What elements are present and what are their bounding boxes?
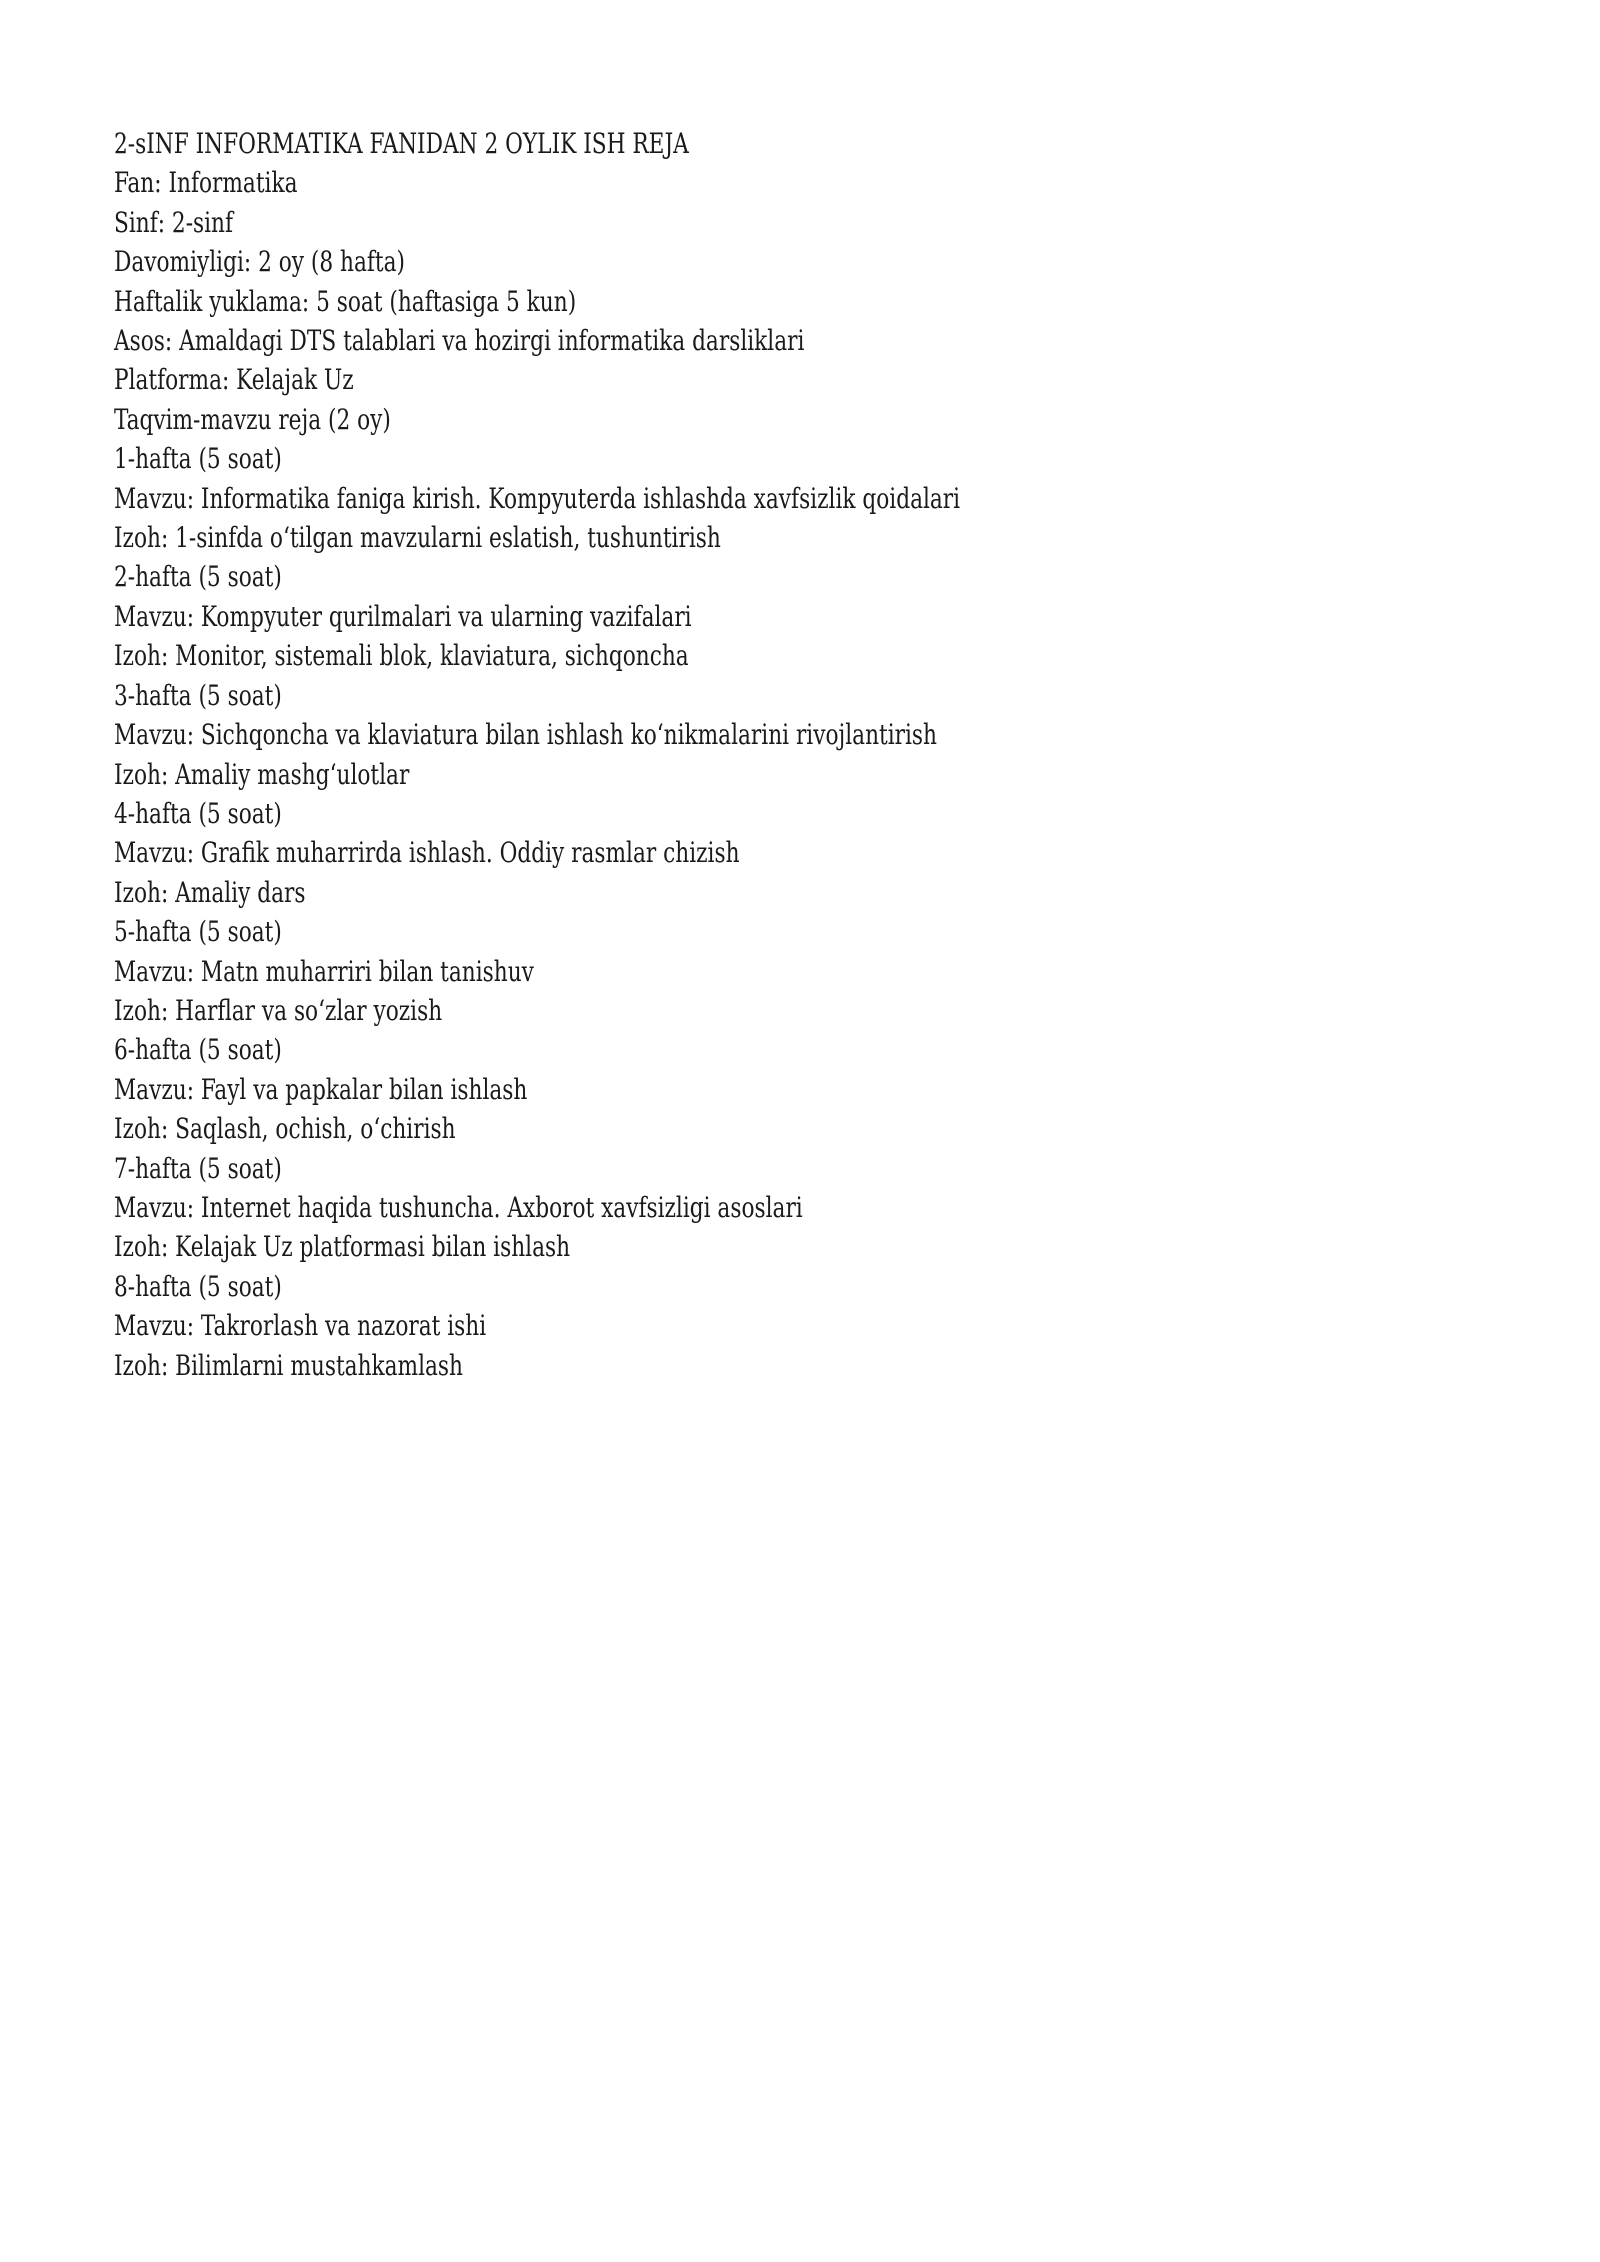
week-topic: Mavzu: Matn muharriri bilan tanishuv	[114, 954, 534, 988]
document-meta	[114, 163, 1514, 439]
week-block	[114, 912, 1514, 1030]
week-block	[114, 794, 1514, 912]
week-note: Izoh: 1-sinfda oʻtilgan mavzularni eslatish, tushuntirish	[114, 521, 721, 555]
meta-subject: Fan: Informatika	[114, 166, 298, 200]
meta-grade: Sinf: 2-sinf	[114, 205, 234, 239]
schedule-heading: Taqvim-mavzu reja (2 oy)	[114, 402, 391, 436]
week-heading: 1-hafta (5 soat)	[114, 442, 282, 476]
week-note: Izoh: Amaliy dars	[114, 875, 306, 909]
week-heading: 8-hafta (5 soat)	[114, 1269, 282, 1303]
week-note: Izoh: Amaliy mashgʻulotlar	[114, 757, 410, 791]
week-topic: Mavzu: Internet haqida tushuncha. Axborot xavfsizligi asoslari	[114, 1190, 803, 1224]
week-block	[114, 676, 1514, 794]
document-page	[114, 124, 1514, 1385]
week-block	[114, 1149, 1514, 1267]
week-topic: Mavzu: Grafik muharrirda ishlash. Oddiy rasmlar chizish	[114, 836, 740, 870]
week-topic: Mavzu: Kompyuter qurilmalari va ularning vazifalari	[114, 599, 692, 633]
meta-weekly-load: Haftalik yuklama: 5 soat (haftasiga 5 kun)	[114, 284, 577, 318]
week-note: Izoh: Bilimlarni mustahkamlash	[114, 1348, 463, 1382]
week-heading: 5-hafta (5 soat)	[114, 915, 282, 949]
meta-basis: Asos: Amaldagi DTS talablari va hozirgi informatika darsliklari	[114, 324, 805, 358]
week-note: Izoh: Kelajak Uz platformasi bilan ishlash	[114, 1230, 571, 1264]
document-title: 2-sINF INFORMATIKA FANIDAN 2 OYLIK ISH REJA	[114, 127, 689, 160]
week-heading: 4-hafta (5 soat)	[114, 796, 282, 830]
week-block	[114, 1267, 1514, 1385]
week-block	[114, 439, 1514, 557]
meta-platform: Platforma: Kelajak Uz	[114, 363, 354, 397]
week-heading: 6-hafta (5 soat)	[114, 1033, 282, 1067]
week-topic: Mavzu: Informatika faniga kirish. Kompyuterda ishlashda xavfsizlik qoidalari	[114, 481, 961, 515]
week-note: Izoh: Monitor, sistemali blok, klaviatura, sichqoncha	[114, 639, 689, 673]
week-block	[114, 557, 1514, 675]
week-note: Izoh: Saqlash, ochish, oʻchirish	[114, 1112, 456, 1146]
week-heading: 3-hafta (5 soat)	[114, 678, 282, 712]
meta-duration: Davomiyligi: 2 oy (8 hafta)	[114, 245, 405, 279]
week-topic: Mavzu: Fayl va papkalar bilan ishlash	[114, 1072, 528, 1106]
week-topic: Mavzu: Takrorlash va nazorat ishi	[114, 1309, 487, 1343]
week-note: Izoh: Harflar va soʻzlar yozish	[114, 993, 443, 1027]
week-block	[114, 1030, 1514, 1148]
week-topic: Mavzu: Sichqoncha va klaviatura bilan ishlash koʻnikmalarini rivojlantirish	[114, 718, 938, 752]
week-heading: 2-hafta (5 soat)	[114, 560, 282, 594]
week-heading: 7-hafta (5 soat)	[114, 1151, 282, 1185]
